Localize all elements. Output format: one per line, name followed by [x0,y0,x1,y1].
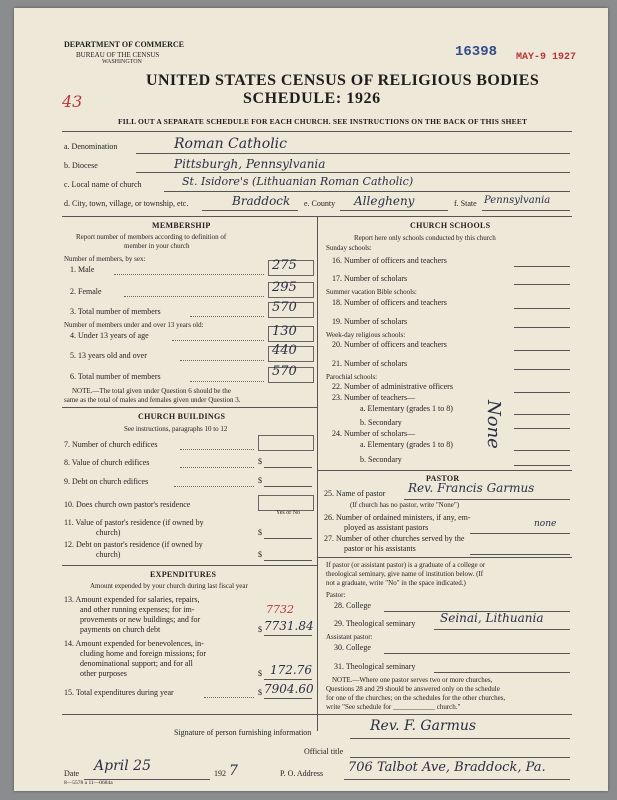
owns-residence-label: 10. Does church own pastor's residence [64,500,191,509]
sunday-scholars-label: 17. Number of scholars [332,274,408,283]
parochial-teachers-label: 23. Number of teachers— [332,393,416,402]
summer-officers-label: 18. Number of officers and teachers [332,298,447,307]
pastor-note-3: for one of the churches; on the schedules for the other churches, [326,694,506,702]
pastor-seminary-label: 29. Theological seminary [334,619,416,628]
pastor-note-4: write "See schedule for ____________ church." [326,703,461,711]
schools-none-mark: None [483,400,504,449]
male-label: 1. Male [70,265,95,274]
schools-heading: CHURCH SCHOOLS [410,221,491,230]
graduate-note-3: not a graduate, write "No" in the space indicated.) [326,579,466,587]
under-13-count: 130 [272,324,297,339]
parochial-admin-label: 22. Number of administrative officers [332,382,453,391]
pastor-name-value: Rev. Francis Garmus [408,481,535,495]
pastor-note-1: NOTE.—Where one pastor serves two or more churches, [332,676,493,684]
running-expenses-red-figure: 7732 [266,603,294,616]
edifices-value-dollar: $ [258,457,262,466]
assistant-college-label: 30. College [334,643,371,652]
sunday-schools-label: Sunday schools: [326,244,372,252]
po-address-value: 706 Talbot Ave, Braddock, Pa. [348,760,546,775]
diocese-label: b. Diocese [64,161,98,170]
residence-debt-label-1: 12. Debt on pastor's residence (if owned by [64,540,203,549]
diocese-value: Pittsburgh, Pennsylvania [174,157,326,171]
male-count: 275 [272,258,297,273]
form-title: UNITED STATES CENSUS OF RELIGIOUS BODIES [146,72,540,89]
pastor-sub-label: Pastor: [326,591,346,599]
membership-intro-1: Report number of members according to definition of [76,233,227,241]
pastor-college-label: 28. College [334,601,371,610]
census-schedule-page [14,8,608,791]
benevolences-dollar: $ [258,669,262,678]
buildings-intro: See instructions, paragraphs 10 to 12 [124,425,228,433]
assistant-pastor-sub-label: Assistant pastor: [326,633,373,641]
sunday-officers-label: 16. Number of officers and teachers [332,256,447,265]
state-label: f. State [454,199,477,208]
county-value: Allegheny [354,194,415,208]
benevolences-label-3: denominational support; and for all [80,659,193,668]
edifices-debt-label: 9. Debt on church edifices [64,477,149,486]
running-expenses-dollar: $ [258,625,262,634]
parochial-scholars-elementary-label: a. Elementary (grades 1 to 8) [360,440,453,449]
buildings-heading: CHURCH BUILDINGS [138,412,226,421]
total-members-label-3: 3. Total number of members [70,307,161,316]
running-expenses-value: 7731.84 [264,619,314,633]
parochial-teachers-elementary-label: a. Elementary (grades 1 to 8) [360,404,453,413]
residence-value-dollar: $ [258,528,262,537]
under-13-label: 4. Under 13 years of age [70,331,149,340]
total-members-6: 570 [272,364,297,379]
form-subtitle: SCHEDULE: 1926 [243,90,381,107]
city-town-value: Braddock [232,194,291,208]
local-name-value: St. Isidore's (Lithuanian Roman Catholic) [182,175,414,188]
age-intro: Number of members under and over 13 years old: [64,321,204,329]
signature-value: Rev. F. Garmus [370,718,477,734]
edifices-count-label: 7. Number of church edifices [64,440,158,449]
total-members-label-6: 6. Total number of members [70,372,161,381]
department-label: DEPARTMENT OF COMMERCE [64,40,185,49]
date-value: April 25 [94,758,151,774]
membership-heading: MEMBERSHIP [152,221,211,230]
other-churches-label-1: 27. Number of other churches served by the [324,534,465,543]
assistant-ministers-value: none [534,519,557,529]
pastor-note-2: Questions 28 and 29 should be answered only on the schedule [326,685,500,693]
po-address-label: P. O. Address [280,769,324,778]
year-digit: 7 [229,763,238,779]
official-title-label: Official title [304,747,344,756]
over-13-label: 5. 13 years old and over [70,351,147,360]
parochial-scholars-secondary-label: b. Secondary [360,455,402,464]
parochial-scholars-label: 24. Number of scholars— [332,429,416,438]
margin-number: 43 [62,92,83,111]
total-members-3: 570 [272,300,297,315]
schools-intro: Report here only schools conducted by this church [354,234,496,242]
expenditures-intro: Amount expended by your church during last fiscal year [90,582,248,590]
signature-label: Signature of person furnishing information [174,728,312,737]
residence-debt-dollar: $ [258,550,262,559]
pastor-seminary-value: Seinai, Lithuania [440,611,544,625]
over-13-count: 440 [272,343,297,358]
received-date-stamp: MAY-9 1927 [516,52,577,63]
denomination-label: a. Denomination [64,142,118,151]
total-expenditures-dollar: $ [258,688,262,697]
city-label: WASHINGTON [102,59,142,65]
parochial-schools-label: Parochial schools: [326,373,378,381]
membership-intro-2: member in your church [124,242,190,250]
graduate-note-1: If pastor (or assistant pastor) is a graduate of a college or [326,561,486,569]
residence-debt-label-2: church) [96,550,121,559]
membership-note-2: same as the total of males and females given under Question 3. [64,396,241,404]
date-label: Date [64,769,80,778]
summer-scholars-label: 19. Number of scholars [332,317,408,326]
yes-no-label: Yes or No [276,510,301,516]
residence-value-label-1: 11. Value of pastor's residence (if owned by [64,518,204,527]
benevolences-value: 172.76 [270,663,312,677]
benevolences-label-4: other purposes [80,669,127,678]
residence-value-label-2: church) [96,528,121,537]
weekday-schools-label: Week-day religious schools: [326,331,406,339]
running-expenses-label-4: payments on church debt [80,625,161,634]
form-number: 16398 [455,44,498,60]
city-town-label: d. City, town, village, or township, etc. [64,199,189,208]
expenditures-heading: EXPENDITURES [150,570,217,579]
running-expenses-label-1: 13. Amount expended for salaries, repairs, [64,595,200,604]
by-sex-label: Number of members, by sex: [64,255,146,263]
graduate-note-2: theological seminary, give name of institution below. (If [326,570,484,578]
other-churches-label-2: pastor or his assistants [344,544,416,553]
instructions-line: FILL OUT A SEPARATE SCHEDULE FOR EACH CHURCH. SEE INSTRUCTIONS ON THE BACK OF THIS SHEET [118,117,528,126]
county-label: e. County [304,199,336,208]
state-value: Pennsylvania [484,195,551,206]
assistant-seminary-label: 31. Theological seminary [334,662,416,671]
assistant-ministers-label-2: ployed as assistant pastors [344,523,429,532]
benevolences-label-2: cluding home and foreign missions; for [80,649,206,658]
female-count: 295 [272,280,297,295]
membership-note-1: NOTE.—The total given under Question 6 should be the [72,387,231,395]
pastor-name-label: 25. Name of pastor [324,489,386,498]
denomination-value: Roman Catholic [174,136,287,152]
assistant-ministers-label-1: 26. Number of ordained ministers, if any, em- [324,513,471,522]
benevolences-label-1: 14. Amount expended for benevolences, in- [64,639,204,648]
pastor-heading: PASTOR [426,474,460,483]
parochial-teachers-secondary-label: b. Secondary [360,418,402,427]
total-expenditures-value: 7904.60 [264,682,314,696]
bureau-label: BUREAU OF THE CENSUS [76,51,160,59]
edifices-value-label: 8. Value of church edifices [64,458,150,467]
female-label: 2. Female [70,287,102,296]
running-expenses-label-2: and other running expenses; for im- [80,605,195,614]
total-expenditures-label: 15. Total expenditures during year [64,688,174,697]
running-expenses-label-3: provements or new buildings; and for [80,615,201,624]
pastor-none-note: (If church has no pastor, write "None") [350,501,460,509]
print-code: 8—5578 a 11—0684a [64,780,113,786]
summer-schools-label: Summer vacation Bible schools: [326,288,417,296]
local-name-label: c. Local name of church [64,180,142,189]
edifices-debt-dollar: $ [258,476,262,485]
weekday-officers-label: 20. Number of officers and teachers [332,340,447,349]
weekday-scholars-label: 21. Number of scholars [332,359,408,368]
year-prefix: 192 [214,769,226,778]
